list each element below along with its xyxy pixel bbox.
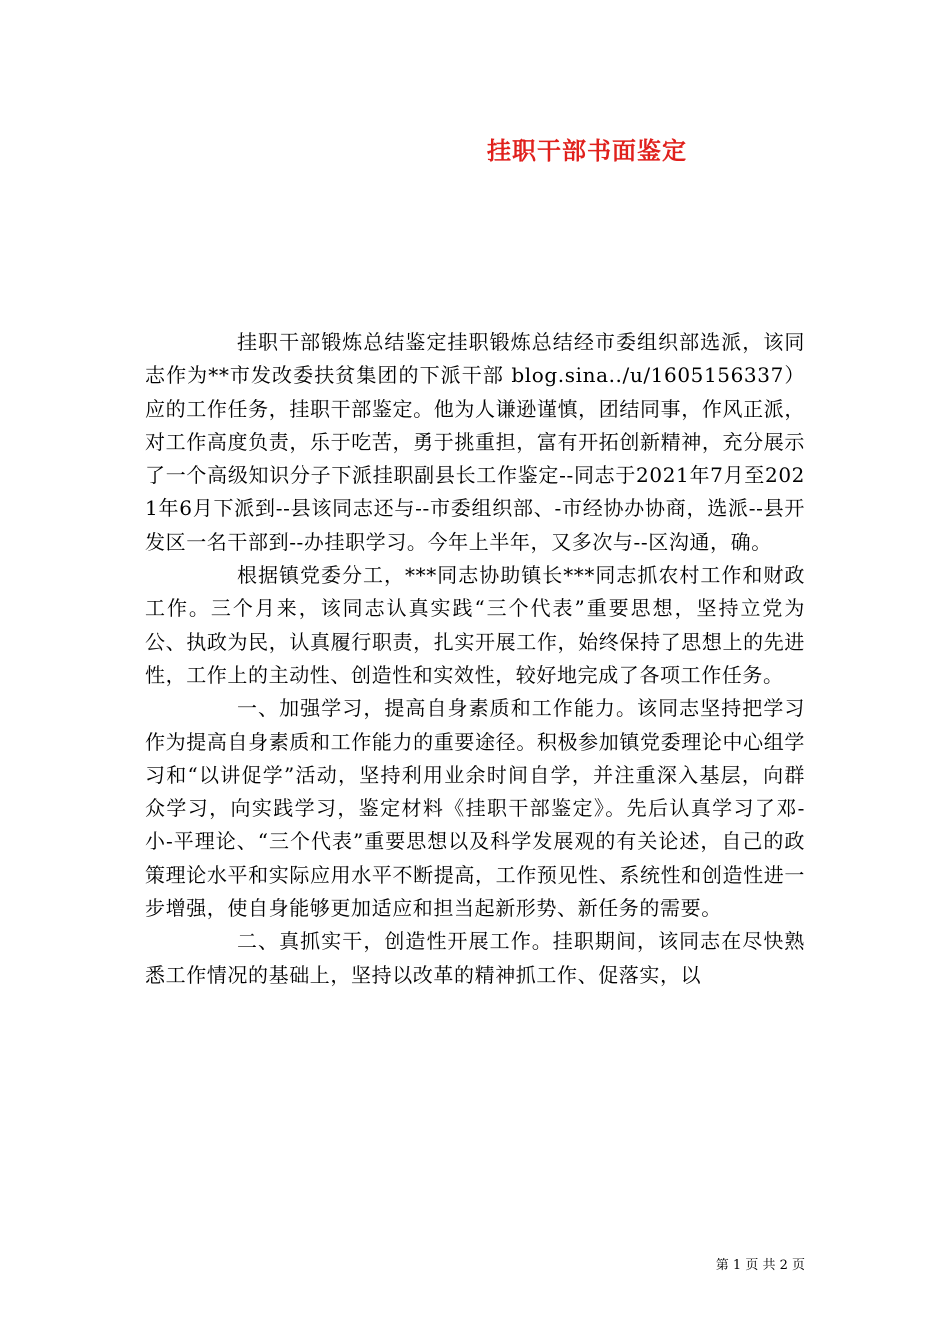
paragraph-4: 二、真抓实干，创造性开展工作。挂职期间，该同志在尽快熟悉工作情况的基础上，坚持以改革的精神抓工作、促落实，以 [145, 929, 805, 987]
paragraph-2: 根据镇党委分工，***同志协助镇长***同志抓农村工作和财政工作。三个月来，该同志认真实践“三个代表”重要思想，坚持立党为公、执政为民，认真履行职责，扎实开展工作，始终保持了思想上的先进性，工作上的主动性、创造性和实效性，较好地完成了各项工作任务。 [145, 563, 805, 687]
document-body [145, 326, 805, 992]
document-title [0, 134, 950, 168]
page-number-footer: 第 1 页 共 2 页 [715, 1258, 805, 1273]
paragraph-3: 一、加强学习，提高自身素质和工作能力。该同志坚持把学习作为提高自身素质和工作能力的重要途径。积极参加镇党委理论中心组学习和“以讲促学”活动，坚持利用业余时间自学，并注重深入基层，向群众学习，向实践学习，鉴定材料《挂职干部鉴定》。先后认真学习了邓-小-平理论、“三个代表”重要思想以及科学发展观的有关论述，自己的政策理论水平和实际应用水平不断提高，工作预见性、系统性和创造性进一步增强，使自身能够更加适应和担当起新形势、新任务的需要。 [145, 696, 805, 921]
paragraph-1: 挂职干部锻炼总结鉴定挂职锻炼总结经市委组织部选派，该同志作为**市发改委扶贫集团的下派干部 blog.sina../u/1605156337）应的工作任务，挂职干部鉴定。他为人谦逊谨慎，团结同事，作风正派，对工作高度负责，乐于吃苦，勇于挑重担，富有开拓创新精神，充分展示了一个高级知识分子下派挂职副县长工作鉴定--同志于2021年7月至2021年6月下派到--县该同志还与--市委组织部、-市经协办协商，选派--县开发区一名干部到--办挂职学习。今年上半年，又多次与--区沟通，确。 [145, 330, 805, 554]
document-title-text: 挂职干部书面鉴定 [487, 136, 687, 165]
